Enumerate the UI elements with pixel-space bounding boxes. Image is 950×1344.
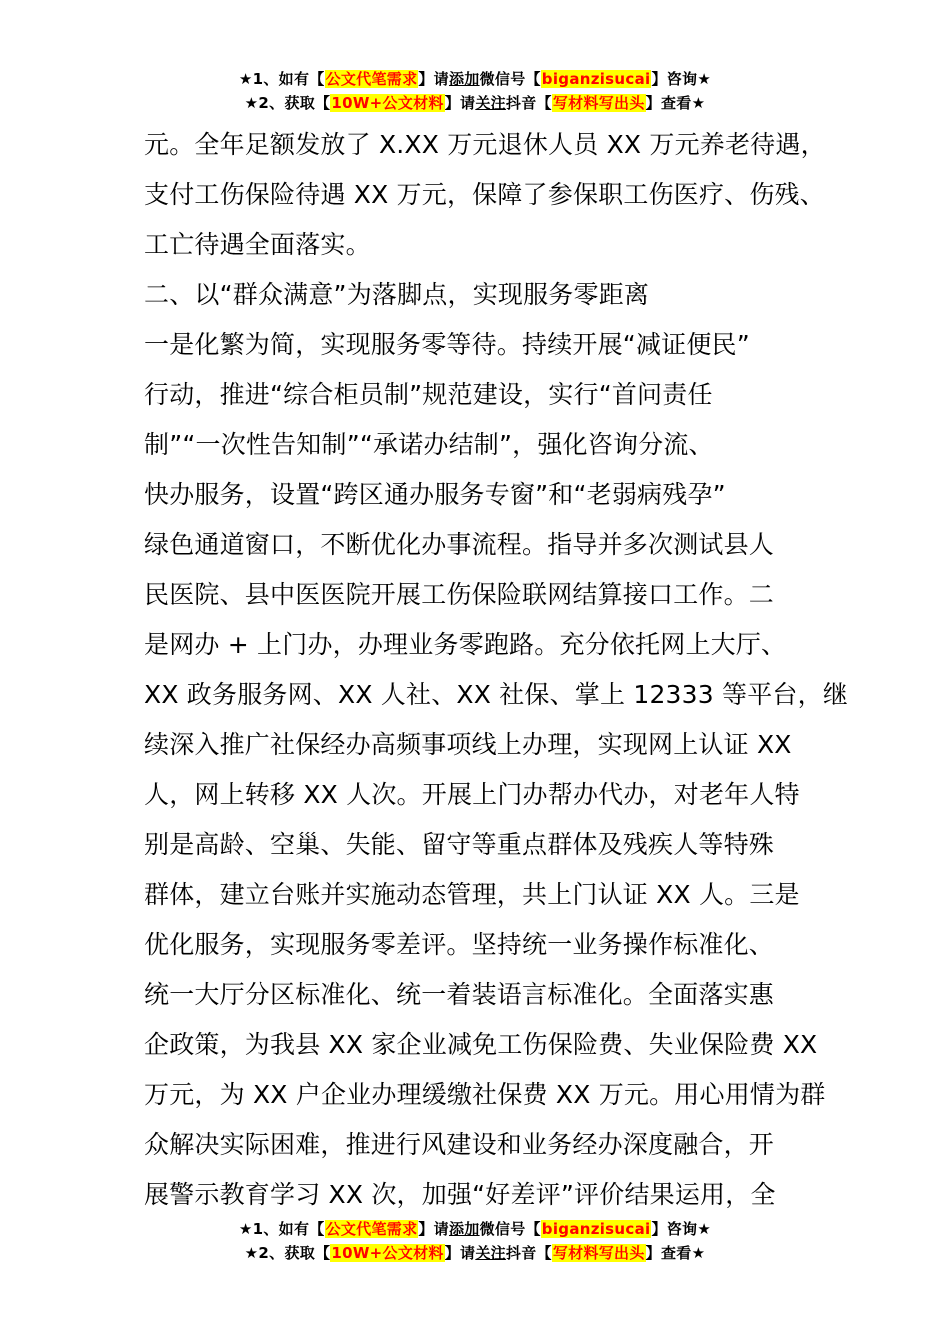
body-line: 元。全年足额发放了 X.XX 万元退休人员 XX 万元养老待遇，: [144, 130, 826, 159]
body-line: 行动，推进“综合柜员制”规范建设，实行“首问责任: [144, 380, 713, 409]
header-line1-prefix: ★1、如有【: [238, 70, 325, 88]
footer-banner: [0, 1217, 950, 1265]
footer-banner-line-1: [0, 1217, 950, 1241]
body-line: 别是高龄、空巢、失能、留守等重点群体及残疾人等特殊: [144, 830, 775, 859]
body-line: 人，网上转移 XX 人次。开展上门办帮办代办，对老年人特: [144, 780, 800, 809]
footer-banner-line-2: [0, 1241, 950, 1265]
footer-line2-highlight-douyin: 写材料写出头: [552, 1244, 645, 1262]
body-line: 工亡待遇全面落实。: [144, 230, 371, 259]
body-line: 快办服务，设置“跨区通办服务专窗”和“老弱病残孕”: [144, 480, 726, 509]
header-banner-line-1: [0, 67, 950, 91]
header-banner: [0, 67, 950, 115]
footer-line1-highlight-service: 公文代笔需求: [325, 1220, 418, 1238]
body-line: 绿色通道窗口，不断优化办事流程。指导并多次测试县人: [144, 530, 775, 559]
header-line2-prefix: ★2、获取【: [244, 94, 331, 112]
body-line: 众解决实际困难，推进行风建设和业务经办深度融合，开: [144, 1130, 775, 1159]
footer-line2-suffix: 】查看★: [645, 1244, 706, 1262]
section-heading: 二、以“群众满意”为落脚点，实现服务零距离: [144, 280, 650, 309]
header-line1-highlight-service: 公文代笔需求: [325, 70, 418, 88]
body-line: 统一大厅分区标准化、统一着装语言标准化。全面落实惠: [144, 980, 775, 1009]
footer-line2-prefix: ★2、获取【: [244, 1244, 331, 1262]
header-line1-emphasis: 添加: [448, 70, 480, 88]
body-line: 续深入推广社保经办高频事项线上办理，实现网上认证 XX: [144, 730, 792, 759]
footer-line1-emphasis: 添加: [448, 1220, 480, 1238]
footer-line1-suffix: 】咨询★: [651, 1220, 712, 1238]
header-line2-mid1: 】请: [444, 94, 476, 112]
body-line: 优化服务，实现服务零差评。坚持统一业务操作标准化、: [144, 930, 775, 959]
body-line: 群体，建立台账并实施动态管理，共上门认证 XX 人。三是: [144, 880, 800, 909]
header-line2-emphasis: 关注: [475, 94, 506, 112]
body-line: 支付工伤保险待遇 XX 万元，保障了参保职工伤医疗、伤残、: [144, 180, 825, 209]
footer-line1-mid2: 微信号【: [479, 1220, 541, 1238]
body-line: 民医院、县中医医院开展工伤保险联网结算接口工作。二: [144, 580, 775, 609]
body-line: 万元，为 XX 户企业办理缓缴社保费 XX 万元。用心用情为群: [144, 1080, 826, 1109]
body-line: 一是化繁为简，实现服务零等待。持续开展“减证便民”: [144, 330, 750, 359]
footer-line2-mid1: 】请: [444, 1244, 476, 1262]
footer-line2-emphasis: 关注: [475, 1244, 506, 1262]
header-line1-highlight-wechat-id: biganzisucai: [541, 70, 651, 88]
header-banner-line-2: [0, 91, 950, 115]
body-line: 展警示教育学习 XX 次，加强“好差评”评价结果运用，全: [144, 1180, 776, 1209]
footer-line1-mid1: 】请: [418, 1220, 449, 1238]
footer-line1-prefix: ★1、如有【: [238, 1220, 325, 1238]
body-line: 制”“一次性告知制”“承诺办结制”，强化咨询分流、: [144, 430, 714, 459]
header-line1-suffix: 】咨询★: [651, 70, 712, 88]
document-body: [144, 120, 849, 1220]
body-line: XX 政务服务网、XX 人社、XX 社保、掌上 12333 等平台，继: [144, 680, 849, 709]
header-line2-suffix: 】查看★: [645, 94, 706, 112]
footer-line1-highlight-wechat-id: biganzisucai: [541, 1220, 651, 1238]
header-line2-highlight-douyin: 写材料写出头: [552, 94, 645, 112]
header-line1-mid1: 】请: [418, 70, 449, 88]
body-line: 是网办 + 上门办，办理业务零跑路。充分依托网上大厅、: [144, 630, 787, 659]
footer-line2-mid2: 抖音【: [505, 1244, 552, 1262]
footer-line2-highlight-materials: 10W+公文材料: [331, 1244, 444, 1262]
body-line: 企政策，为我县 XX 家企业减免工伤保险费、失业保险费 XX: [144, 1030, 818, 1059]
header-line2-mid2: 抖音【: [505, 94, 552, 112]
header-line2-highlight-materials: 10W+公文材料: [331, 94, 444, 112]
header-line1-mid2: 微信号【: [479, 70, 541, 88]
